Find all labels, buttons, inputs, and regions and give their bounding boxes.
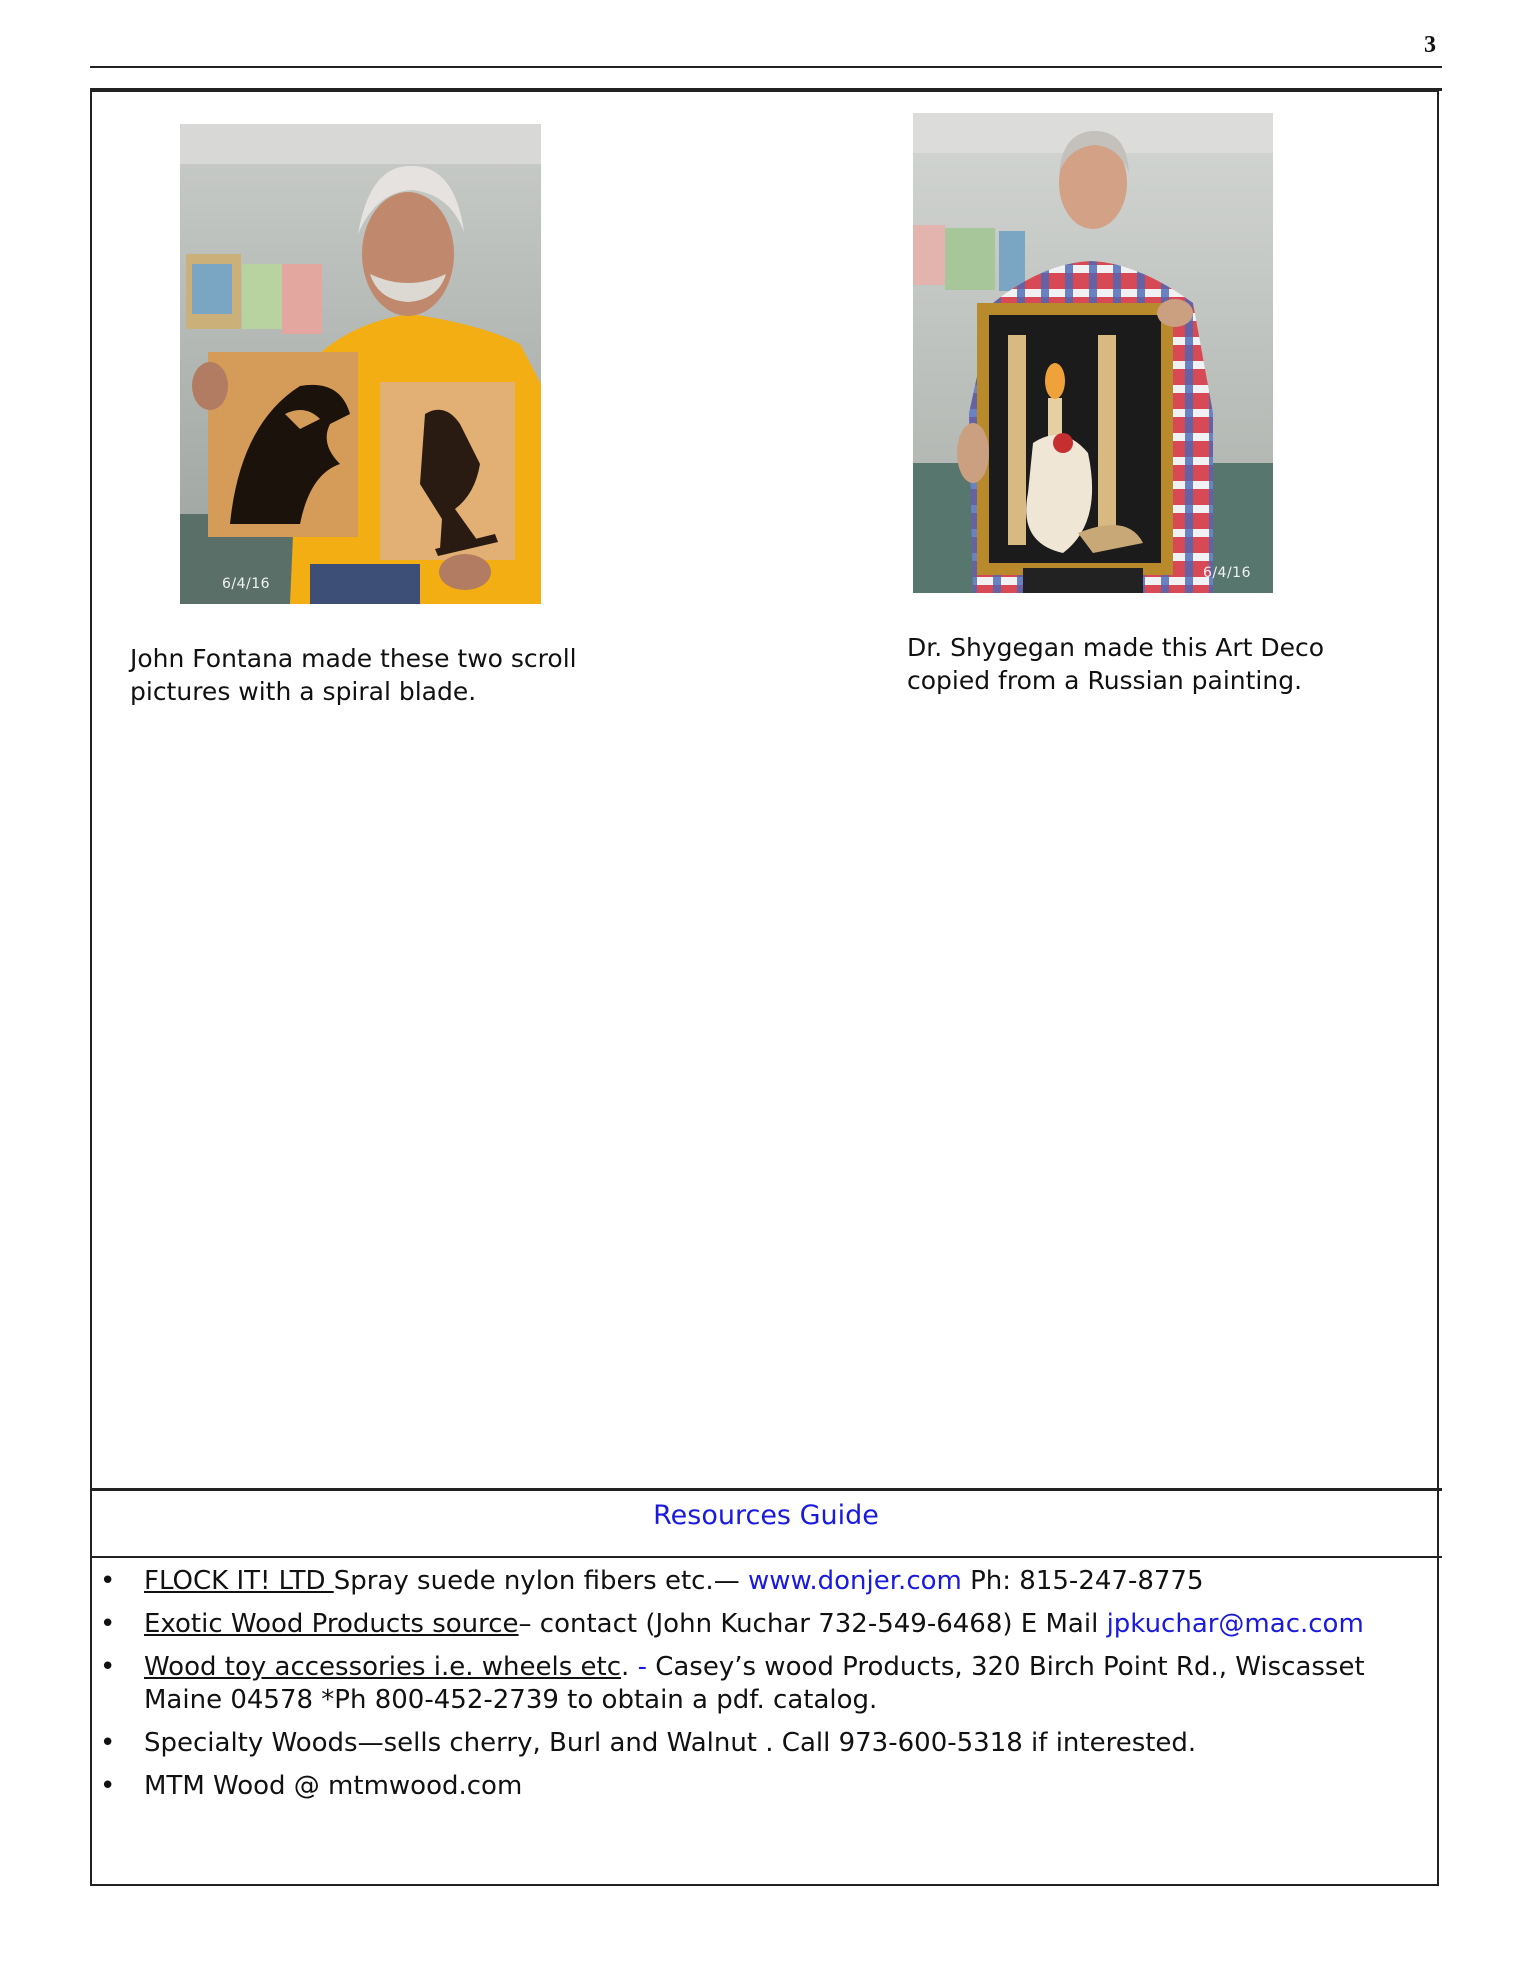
resource-item-mtm-wood — [100, 1770, 1430, 1803]
resources-title: Resources Guide — [653, 1500, 879, 1531]
resources-bottom-rule — [90, 1556, 1442, 1558]
caption-john-fontana — [130, 642, 577, 708]
caption-line: copied from a Russian painting. — [907, 666, 1303, 695]
donjer-link[interactable]: www.donjer.com — [747, 1566, 962, 1596]
resource-text: MTM Wood @ mtmwood.com — [144, 1771, 523, 1801]
caption-dr-shygegan — [907, 631, 1324, 697]
caption-line: pictures with a spiral blade. — [130, 677, 477, 706]
resource-text: Casey’s wood Products, 320 Birch Point Rd., Wiscasset Maine 04578 *Ph 800-452-2739 to obtain a pdf. catalog. — [144, 1652, 1365, 1715]
photo-john-fontana-image — [180, 124, 541, 604]
bullet: • — [100, 1771, 116, 1801]
resource-text: Spray suede nylon fibers etc.— — [333, 1566, 748, 1596]
resource-text: . — [621, 1652, 638, 1682]
resources-top-rule — [90, 1488, 1442, 1491]
photo-john-fontana — [180, 124, 541, 604]
email-link[interactable]: jpkuchar@mac.com — [1106, 1609, 1364, 1639]
bullet: • — [100, 1728, 116, 1758]
resource-dash: - — [637, 1652, 656, 1682]
header-rule — [90, 66, 1442, 68]
resource-name[interactable]: Wood toy accessories i.e. wheels etc — [144, 1652, 622, 1682]
frame-top-rule — [90, 88, 1442, 91]
resource-item-wood-toy — [100, 1651, 1430, 1717]
resource-name[interactable]: Exotic Wood Products source — [144, 1609, 519, 1639]
bullet: • — [100, 1652, 116, 1682]
photo-dr-shygegan — [913, 113, 1273, 593]
photo-date-stamp: 6/4/16 — [222, 576, 271, 592]
photo-dr-shygegan-image — [913, 113, 1273, 593]
bullet: • — [100, 1566, 116, 1596]
resource-item-flock-it — [100, 1565, 1430, 1598]
resource-name[interactable]: FLOCK IT! LTD — [144, 1566, 334, 1596]
resource-item-exotic-wood — [100, 1608, 1430, 1641]
resources-list — [100, 1565, 1430, 1813]
photo-date-stamp: 6/4/16 — [1202, 565, 1251, 581]
bullet: • — [100, 1609, 116, 1639]
caption-line: John Fontana made these two scroll — [130, 644, 577, 673]
caption-line: Dr. Shygegan made this Art Deco — [907, 633, 1325, 662]
resource-text: Specialty Woods—sells cherry, Burl and Walnut . Call 973-600-5318 if interested. — [144, 1728, 1197, 1758]
resource-text: – contact (John Kuchar 732-549-6468) E Mail — [518, 1609, 1107, 1639]
page-number: 3 — [1424, 32, 1436, 58]
resource-text: Ph: 815-247-8775 — [961, 1566, 1204, 1596]
resource-item-specialty-woods — [100, 1727, 1430, 1760]
